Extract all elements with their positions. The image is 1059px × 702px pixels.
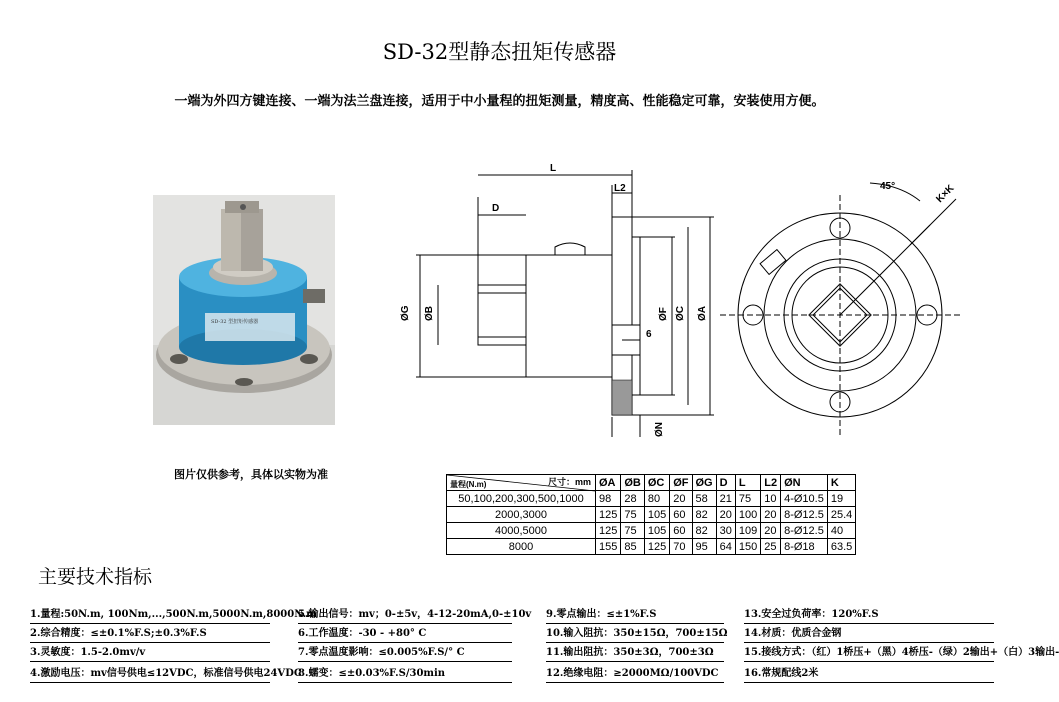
column-header: ØN (781, 475, 828, 491)
value-cell: 125 (596, 523, 621, 539)
value-cell: 70 (670, 539, 692, 555)
value-cell: 30 (716, 523, 735, 539)
spec-item: 5.输出信号：mv；0-±5v，4-12-20mA,0-±10v (298, 606, 512, 624)
dimension-table (446, 474, 856, 555)
column-header: ØG (692, 475, 716, 491)
range-cell: 2000,3000 (447, 507, 596, 523)
spec-item: 16.常规配线2米 (744, 665, 994, 683)
value-cell: 125 (644, 539, 669, 555)
value-cell: 60 (670, 507, 692, 523)
dim-angle: 45° (880, 181, 896, 192)
spec-item: 14.材质：优质合金钢 (744, 625, 994, 643)
value-cell: 20 (761, 507, 781, 523)
table-row (447, 539, 856, 555)
spec-item: 15.接线方式：（红）1桥压+（黑）4桥压-（绿）2输出+（白）3输出- (744, 644, 994, 662)
dim-L2: L2 (614, 183, 626, 194)
dim-L: L (550, 163, 557, 174)
value-cell: 85 (621, 539, 645, 555)
spec-item: 6.工作温度：-30 - +80° C (298, 625, 512, 643)
photo-caption: 图片仅供参考，具体以实物为准 (174, 468, 328, 481)
column-header: ØB (621, 475, 645, 491)
dim-N: ØN (654, 422, 665, 437)
spec-item: 1.量程:50N.m, 100Nm,...,500N.m,5000N.m,8000N.m (30, 606, 270, 624)
dim-G: ØG (400, 305, 411, 321)
value-cell: 25 (761, 539, 781, 555)
value-cell: 150 (735, 539, 760, 555)
header-size-label: 尺寸：mm (547, 477, 591, 487)
value-cell: 105 (644, 507, 669, 523)
value-cell: 80 (644, 491, 669, 507)
dim-F: ØF (658, 307, 669, 321)
technical-drawing (400, 155, 990, 455)
value-cell: 60 (670, 523, 692, 539)
table-corner-cell (447, 475, 596, 491)
spec-item: 12.绝缘电阻：≥2000MΩ/100VDC (546, 665, 724, 683)
value-cell: 20 (716, 507, 735, 523)
spec-item: 7.零点温度影响：≤0.005%F.S/° C (298, 644, 512, 662)
range-cell: 4000,5000 (447, 523, 596, 539)
value-cell: 75 (621, 523, 645, 539)
value-cell: 82 (692, 507, 716, 523)
page-title: SD-32型静态扭矩传感器 (382, 40, 617, 64)
spec-item: 13.安全过负荷率：120%F.S (744, 606, 994, 624)
range-cell: 8000 (447, 539, 596, 555)
column-header: D (716, 475, 735, 491)
value-cell: 8-Ø12.5 (781, 523, 828, 539)
product-description: 一端为外四方键连接、一端为法兰盘连接，适用于中小量程的扭矩测量，精度高、性能稳定可靠，安装使用方便。 (174, 94, 825, 109)
dim-6: 6 (646, 329, 652, 340)
value-cell: 105 (644, 523, 669, 539)
spec-item: 10.输入阻抗：350±15Ω，700±15Ω (546, 625, 724, 643)
value-cell: 21 (716, 491, 735, 507)
value-cell: 40 (827, 523, 855, 539)
header-range-label: 量程(N.m) (450, 480, 487, 489)
value-cell: 25.4 (827, 507, 855, 523)
table-row (447, 507, 856, 523)
value-cell: 4-Ø10.5 (781, 491, 828, 507)
column-header: L2 (761, 475, 781, 491)
value-cell: 98 (596, 491, 621, 507)
value-cell: 8-Ø18 (781, 539, 828, 555)
value-cell: 10 (761, 491, 781, 507)
dim-B: ØB (424, 306, 435, 321)
value-cell: 75 (621, 507, 645, 523)
dim-C: ØC (675, 306, 686, 321)
spec-item: 3.灵敏度：1.5-2.0mv/v (30, 644, 270, 662)
spec-item: 9.零点输出：≤±1%F.S (546, 606, 724, 624)
column-header: L (735, 475, 760, 491)
column-header: K (827, 475, 855, 491)
spec-item: 2.综合精度：≤±0.1%F.S;±0.3%F.S (30, 625, 270, 643)
column-header: ØC (644, 475, 669, 491)
value-cell: 100 (735, 507, 760, 523)
value-cell: 109 (735, 523, 760, 539)
table-header-row (447, 475, 856, 491)
spec-item: 8.蠕变：≤±0.03%F.S/30min (298, 665, 512, 683)
value-cell: 28 (621, 491, 645, 507)
photo-label: SD-32 型扭矩传感器 (211, 319, 259, 325)
dim-A: ØA (697, 306, 708, 321)
dim-KxK: K×K (934, 182, 957, 206)
product-photo (153, 195, 335, 425)
value-cell: 63.5 (827, 539, 855, 555)
value-cell: 58 (692, 491, 716, 507)
column-header: ØF (670, 475, 692, 491)
value-cell: 82 (692, 523, 716, 539)
value-cell: 20 (761, 523, 781, 539)
spec-item: 11.输出阻抗：350±3Ω，700±3Ω (546, 644, 724, 662)
column-header: ØA (596, 475, 621, 491)
table-row (447, 523, 856, 539)
value-cell: 125 (596, 507, 621, 523)
table-row (447, 491, 856, 507)
value-cell: 95 (692, 539, 716, 555)
value-cell: 19 (827, 491, 855, 507)
value-cell: 8-Ø12.5 (781, 507, 828, 523)
range-cell: 50,100,200,300,500,1000 (447, 491, 596, 507)
value-cell: 75 (735, 491, 760, 507)
spec-item: 4.激励电压：mv信号供电≤12VDC，标准信号供电24VDC (30, 665, 270, 683)
value-cell: 155 (596, 539, 621, 555)
dim-D: D (492, 203, 500, 214)
value-cell: 64 (716, 539, 735, 555)
specs-heading: 主要技术指标 (38, 566, 153, 588)
value-cell: 20 (670, 491, 692, 507)
